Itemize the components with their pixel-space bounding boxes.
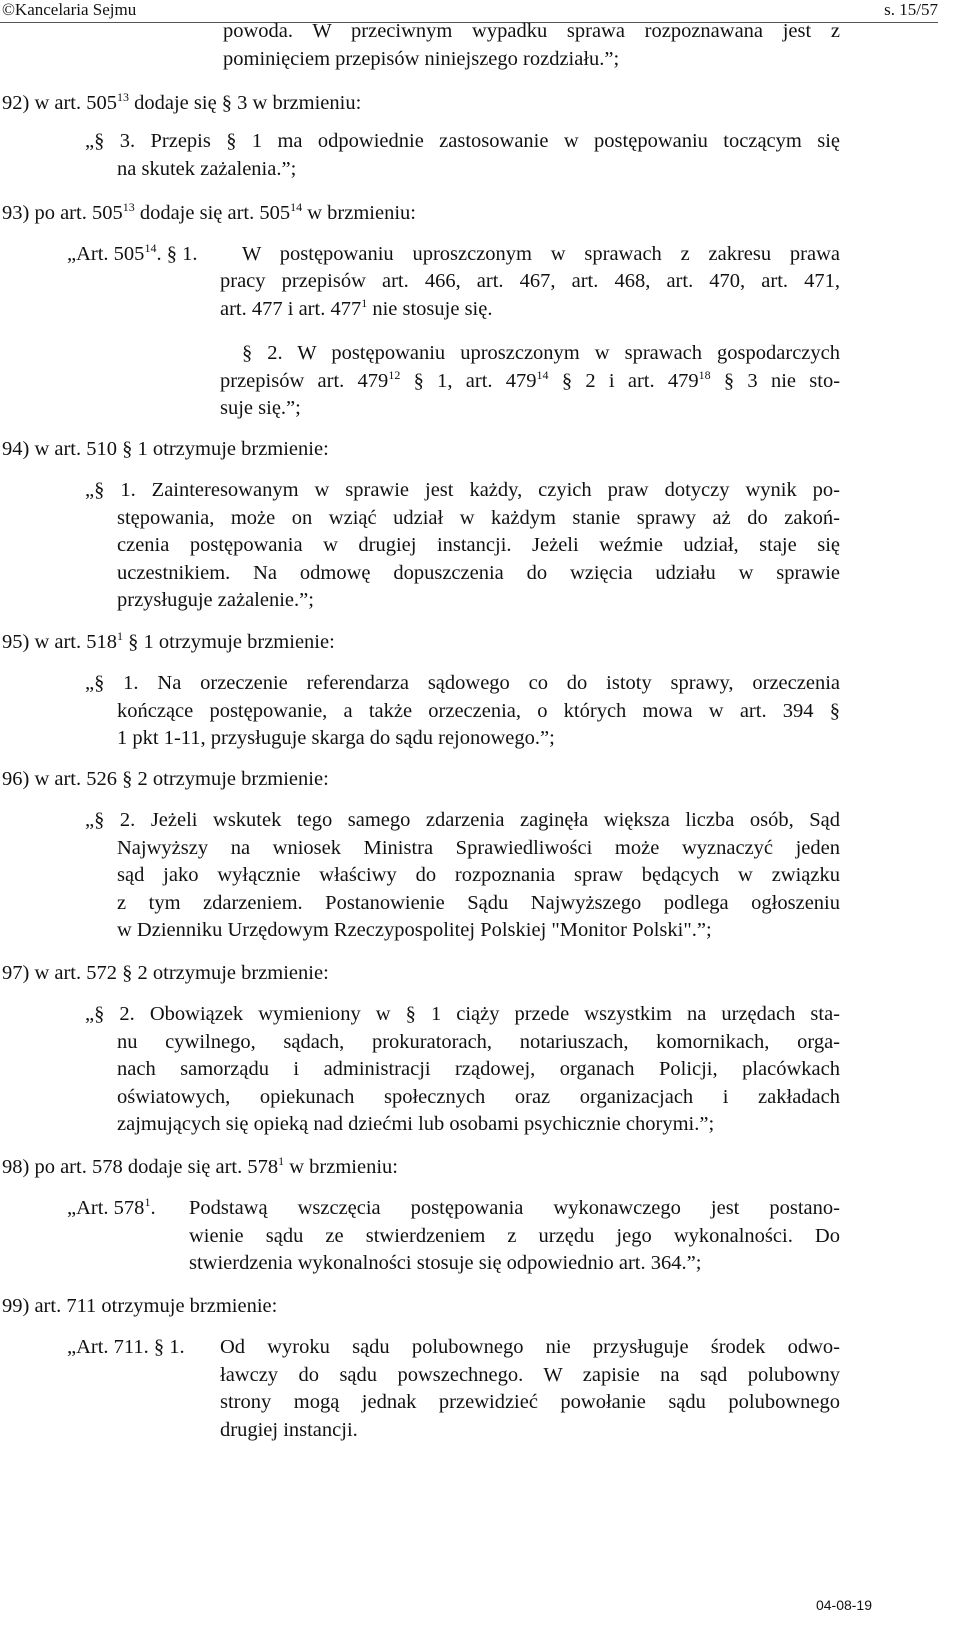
text-line: strony mogą jednak przewidzieć powołanie sądu polubownego [220,1391,840,1413]
art-578-1-text [189,1195,840,1278]
text-line: stwierdzenia wykonalności stosuje się odpowiednio art. 364.”; [189,1252,702,1274]
art-505-14-par1-cont [220,268,840,296]
text-line: ławczy do sądu powszechnego. W zapisie na sąd polubowny [220,1363,840,1386]
text-line: Od wyroku sądu polubownego nie przysługuje środek odwo- [220,1336,840,1358]
text-line: uczestnikiem. Na odmowę dopuszczenia do wzięcia udziału w sprawie [117,561,840,584]
text-line: nu cywilnego, sądach, prokuratorach, notariuszach, komornikach, orga- [117,1030,840,1053]
text-line: w Dzienniku Urzędowym Rzeczypospolitej Polskiej "Monitor Polski".”; [117,919,712,941]
text-line: kończące postępowanie, a także orzeczenia, o których mowa w art. 394 § [117,699,840,722]
point-96-intro: 96) w art. 526 § 2 otrzymuje brzmienie: [2,768,329,790]
art-505-14-par1 [242,241,840,269]
text-line: przepisów art. $479^{12}$ § 1, art. $479^{14}$ § 2 i art. $479^{18}$ § 3 nie sto- [220,367,841,392]
point-97-intro: 97) w art. 572 § 2 otrzymuje brzmienie: [2,962,329,984]
text-line: pracy przepisów art. 466, art. 467, art. 468, art. 470, art. 471, [220,270,840,292]
point-98-intro: 98) po art. 578 dodaje się art. $578^1$ w brzmieniu: [2,1154,398,1178]
copyright-header: ©Kancelaria Sejmu [2,0,137,19]
art-711-heading: „Art. 711. § 1. [67,1336,185,1358]
point-95-text [85,670,840,753]
text-line: sąd jako wyłącznie właściwy do rozpoznania spraw będących w związku [117,864,840,886]
text-line: § 2. W postępowaniu uproszczonym w sprawach gospodarczych [242,342,840,364]
text-line: „§ 2. Jeżeli wskutek tego samego zdarzenia zaginęła większa liczba osób, Sąd [85,809,840,831]
text-line: powoda. W przeciwnym wypadku sprawa rozpoznawana jest z [223,20,840,42]
text-line: suje się.”; [220,397,301,419]
point-92-intro: 92) w art. $505^{13}$ dodaje się § 3 w brzmieniu: [2,90,362,114]
text-line: z tym zdarzeniem. Postanowienie Sądu Najwyższego podlega ogłoszeniu [117,891,840,914]
text-line: 1 pkt 1-11, przysługuje skarga do sądu rejonowego.”; [117,727,555,749]
text-line: na skutek zażalenia.”; [117,157,297,180]
art-505-14-heading: „Art. $505^{14}$. § 1. [67,241,198,265]
point-95-intro: 95) w art. $518^1$ § 1 otrzymuje brzmienie: [2,629,335,653]
text-line: W postępowaniu uproszczonym w sprawach z zakresu prawa [242,243,840,265]
document-date: 04-08-19 [815,1597,872,1613]
point-93-intro: 93) po art. $505^{13}$ dodaje się art. $505^{14}$ w brzmieniu: [2,200,416,224]
text-line: „§ 2. Obowiązek wymieniony w § 1 ciąży przede wszystkim na urzędach sta- [85,1003,840,1025]
text-line: pominięciem przepisów niniejszego rozdziału.”; [223,47,620,70]
art-711-text [220,1334,840,1444]
text-line: oświatowych, opiekunach społecznych oraz organizacjach i zakładach [117,1085,840,1108]
text-line: przysługuje zażalenie.”; [117,589,314,611]
text-line: Najwyższy na wniosek Ministra Sprawiedliwości może wyznaczyć jeden [117,836,840,859]
point-92-text [85,128,840,183]
text-line: Podstawą wszczęcia postępowania wykonawczego jest postano- [189,1197,840,1219]
text-line: zajmujących się opieką nad dziećmi lub osobami psychicznie chorymi.”; [117,1113,715,1135]
page-number: s. 15/57 [884,0,938,19]
art-505-14-par1-last: art. 477 i art. $477^1$ nie stosuje się. [220,296,493,320]
text-line: „§ 1. Na orzeczenie referendarza sądowego co do istoty sprawy, orzeczenia [85,672,840,694]
text-line: drugiej instancji. [220,1418,358,1441]
point-94-intro: 94) w art. 510 § 1 otrzymuje brzmienie: [2,438,329,460]
text-line: „§ 1. Zainteresowanym w sprawie jest każdy, czyich praw dotyczy wynik po- [85,479,840,501]
art-578-1-heading: „Art. $578^1$. [67,1195,156,1219]
point-97-text [85,1001,840,1139]
text-line: czenia postępowania w drugiej instancji. Jeżeli weźmie udział, staje się [117,534,840,556]
point-94-text [85,477,840,615]
text-line: „§ 3. Przepis § 1 ma odpowiednie zastosowanie w postępowaniu toczącym się [85,130,840,152]
art-505-14-par2 [220,340,840,423]
point-96-text [85,807,840,945]
continuation-paragraph [223,18,840,73]
text-line: nach samorządu i administracji rządowej, organach Policji, placówkach [117,1058,840,1080]
point-99-intro: 99) art. 711 otrzymuje brzmienie: [2,1295,278,1317]
text-line: stępowania, może on wziąć udział w każdym stanie sprawy aż do zakoń- [117,506,840,529]
text-line: wienie sądu ze stwierdzeniem z urzędu jego wykonalności. Do [189,1224,840,1247]
